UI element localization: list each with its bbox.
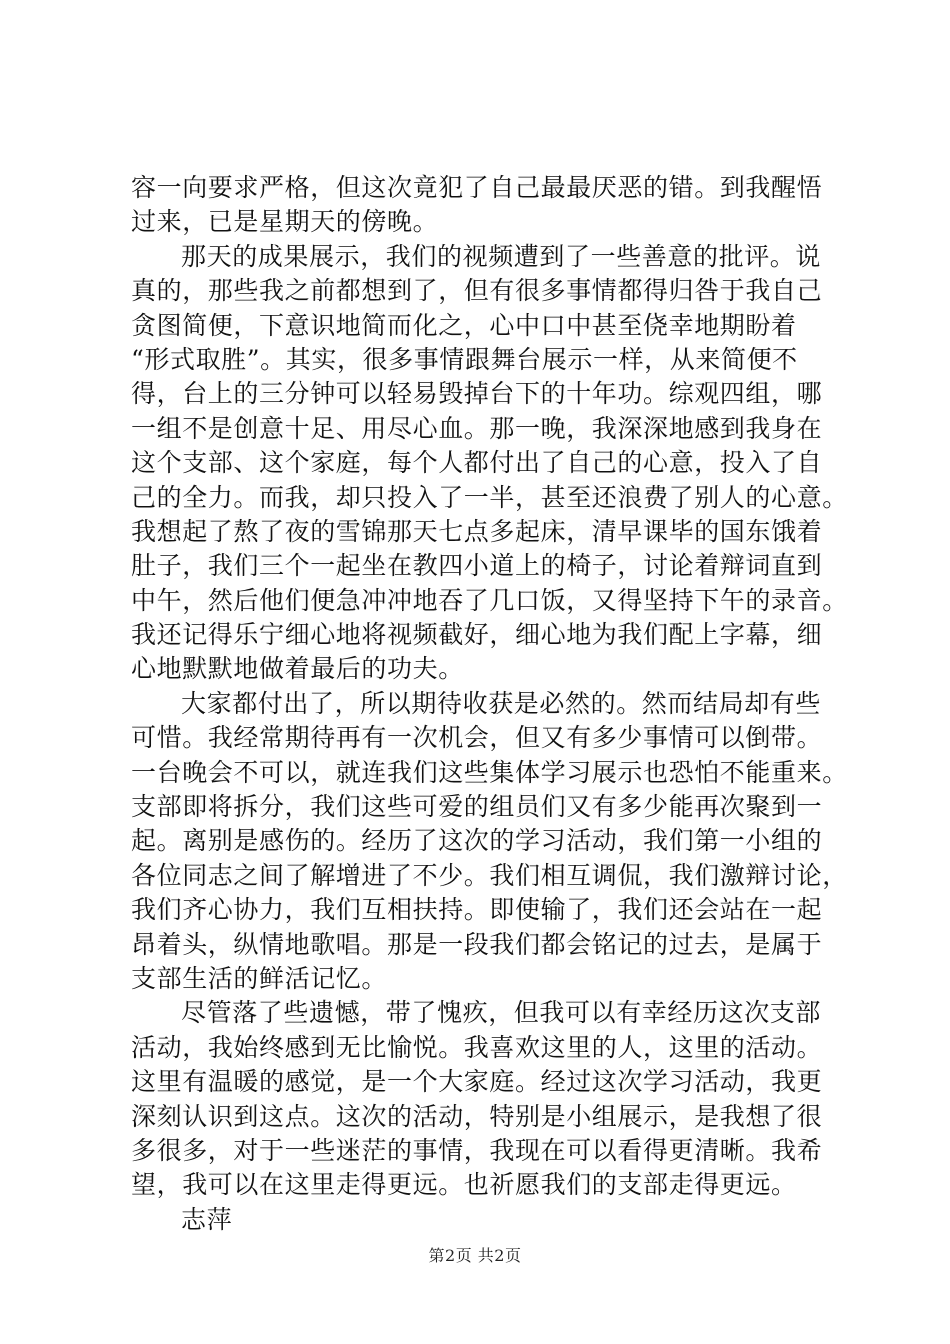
text-line: 一台晚会不可以，就连我们这些集体学习展示也恐怕不能重来。 — [131, 757, 848, 787]
text-line: 我们齐心协力，我们互相扶持。即使输了，我们还会站在一起 — [131, 895, 823, 925]
text-line: 中午，然后他们便急冲冲地吞了几口饭，又得坚持下午的录音。 — [131, 585, 848, 615]
text-line: 活动，我始终感到无比愉悦。我喜欢这里的人，这里的活动。 — [131, 1032, 823, 1062]
text-line: 望，我可以在这里走得更远。也祈愿我们的支部走得更远。 — [131, 1170, 797, 1200]
text-line: 深刻认识到这点。这次的活动，特别是小组展示，是我想了很 — [131, 1101, 823, 1131]
text-line: 支部生活的鲜活记忆。 — [131, 963, 388, 993]
text-line: 过来，已是星期天的傍晚。 — [131, 207, 439, 237]
text-line: 多很多，对于一些迷茫的事情，我现在可以看得更清晰。我希 — [131, 1135, 823, 1165]
text-line: 肚子，我们三个一起坐在教四小道上的椅子，讨论着辩词直到 — [131, 551, 823, 581]
text-line: 己的全力。而我，却只投入了一半，甚至还浪费了别人的心意。 — [131, 482, 848, 512]
text-line: 得，台上的三分钟可以轻易毁掉台下的十年功。综观四组，哪 — [131, 379, 823, 409]
text-line: 这个支部、这个家庭，每个人都付出了自己的心意，投入了自 — [131, 448, 823, 478]
text-line: 我还记得乐宁细心地将视频截好，细心地为我们配上字幕，细 — [131, 620, 823, 650]
text-line: 各位同志之间了解增进了不少。我们相互调侃，我们激辩讨论， — [131, 860, 848, 890]
text-line: 心地默默地做着最后的功夫。 — [131, 654, 464, 684]
document-body — [131, 171, 848, 1237]
text-line: 可惜。我经常期待再有一次机会，但又有多少事情可以倒带。 — [131, 723, 823, 753]
text-line: 那天的成果展示，我们的视频遭到了一些善意的批评。说 — [181, 241, 822, 271]
text-line: 我想起了熬了夜的雪锦那天七点多起床，清早课毕的国东饿着 — [131, 516, 823, 546]
text-line: 起。离别是感伤的。经历了这次的学习活动，我们第一小组的 — [131, 826, 823, 856]
text-line: 支部即将拆分，我们这些可爱的组员们又有多少能再次聚到一 — [131, 792, 823, 822]
text-line: “形式取胜”。其实，很多事情跟舞台展示一样，从来简便不 — [131, 344, 798, 374]
text-line: 尽管落了些遗憾，带了愧疚，但我可以有幸经历这次支部 — [181, 998, 822, 1028]
text-line: 志萍 — [181, 1204, 233, 1234]
text-line: 真的，那些我之前都想到了，但有很多事情都得归咎于我自己 — [131, 276, 823, 306]
text-line: 昂着头，纵情地歌唱。那是一段我们都会铭记的过去，是属于 — [131, 929, 823, 959]
page-footer: 第2页 共2页 — [428, 1246, 522, 1265]
text-line: 这里有温暖的感觉，是一个大家庭。经过这次学习活动，我更 — [131, 1067, 823, 1097]
text-line: 一组不是创意十足、用尽心血。那一晚，我深深地感到我身在 — [131, 413, 823, 443]
text-line: 贪图简便，下意识地简而化之，心中口中甚至侥幸地期盼着 — [131, 310, 797, 340]
text-line: 大家都付出了，所以期待收获是必然的。然而结局却有些 — [181, 688, 822, 718]
text-line: 容一向要求严格，但这次竟犯了自己最最厌恶的错。到我醒悟 — [131, 173, 823, 202]
